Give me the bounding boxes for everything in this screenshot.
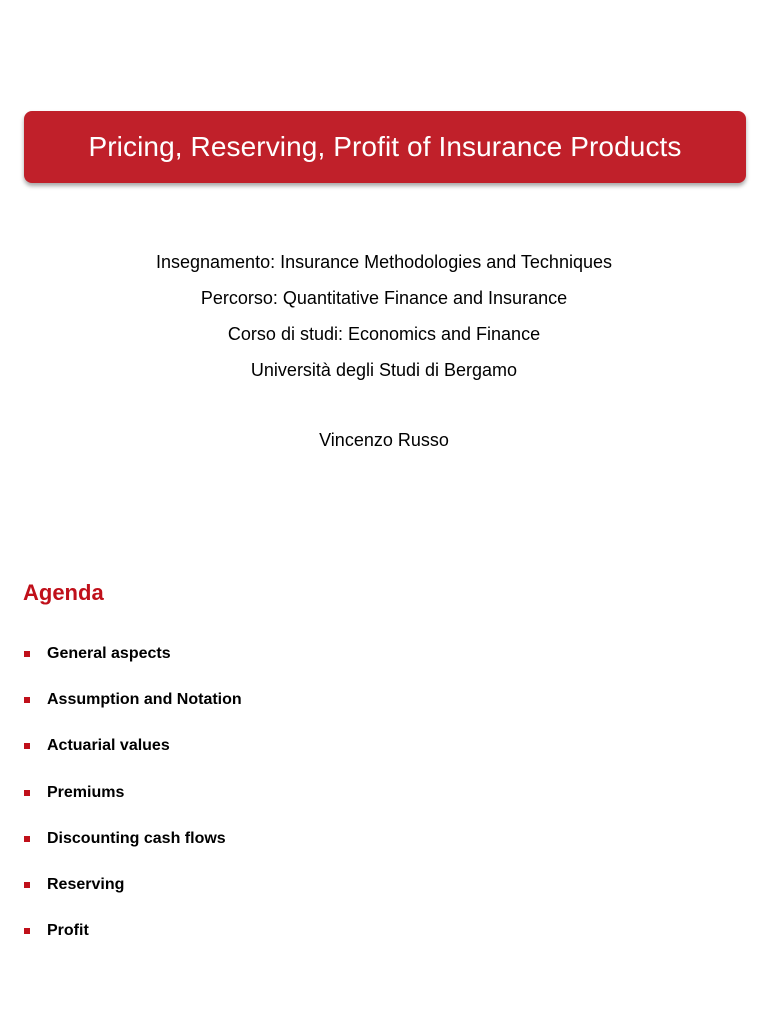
bullet-icon (24, 743, 30, 749)
program-name: Corso di studi: Economics and Finance (227, 324, 541, 344)
agenda-item (0, 641, 768, 687)
agenda-item-label: Actuarial values (47, 737, 170, 755)
agenda-item (0, 826, 768, 872)
agenda-item-label: Assumption and Notation (47, 691, 242, 709)
bullet-icon (24, 882, 30, 888)
agenda-item-label: General aspects (47, 645, 171, 662)
agenda-list (0, 641, 768, 964)
agenda-item (0, 687, 768, 733)
university-name: Università degli Studi di Bergamo (250, 360, 518, 380)
agenda-item-label: Premiums (47, 783, 125, 801)
author-name: Vincenzo Russo (319, 430, 449, 450)
title-banner (24, 111, 746, 183)
agenda-item (0, 918, 768, 964)
agenda-item-label: Reserving (47, 875, 125, 893)
track-name: Percorso: Quantitative Finance and Insurance (200, 288, 568, 308)
bullet-icon (24, 697, 30, 703)
bullet-icon (24, 836, 30, 842)
agenda-item (0, 872, 768, 918)
agenda-item-label: Discounting cash flows (47, 829, 226, 847)
course-info (0, 244, 768, 388)
bullet-icon (24, 928, 30, 934)
agenda-item (0, 733, 768, 779)
agenda-heading: Agenda (23, 580, 104, 605)
page-title: Pricing, Reserving, Profit of Insurance Products (88, 131, 682, 162)
course-name: Insegnamento: Insurance Methodologies and Techniques (156, 252, 612, 272)
bullet-icon (24, 651, 30, 657)
agenda-item-label: Profit (47, 922, 89, 940)
agenda-item (0, 780, 768, 826)
bullet-icon (24, 790, 30, 796)
